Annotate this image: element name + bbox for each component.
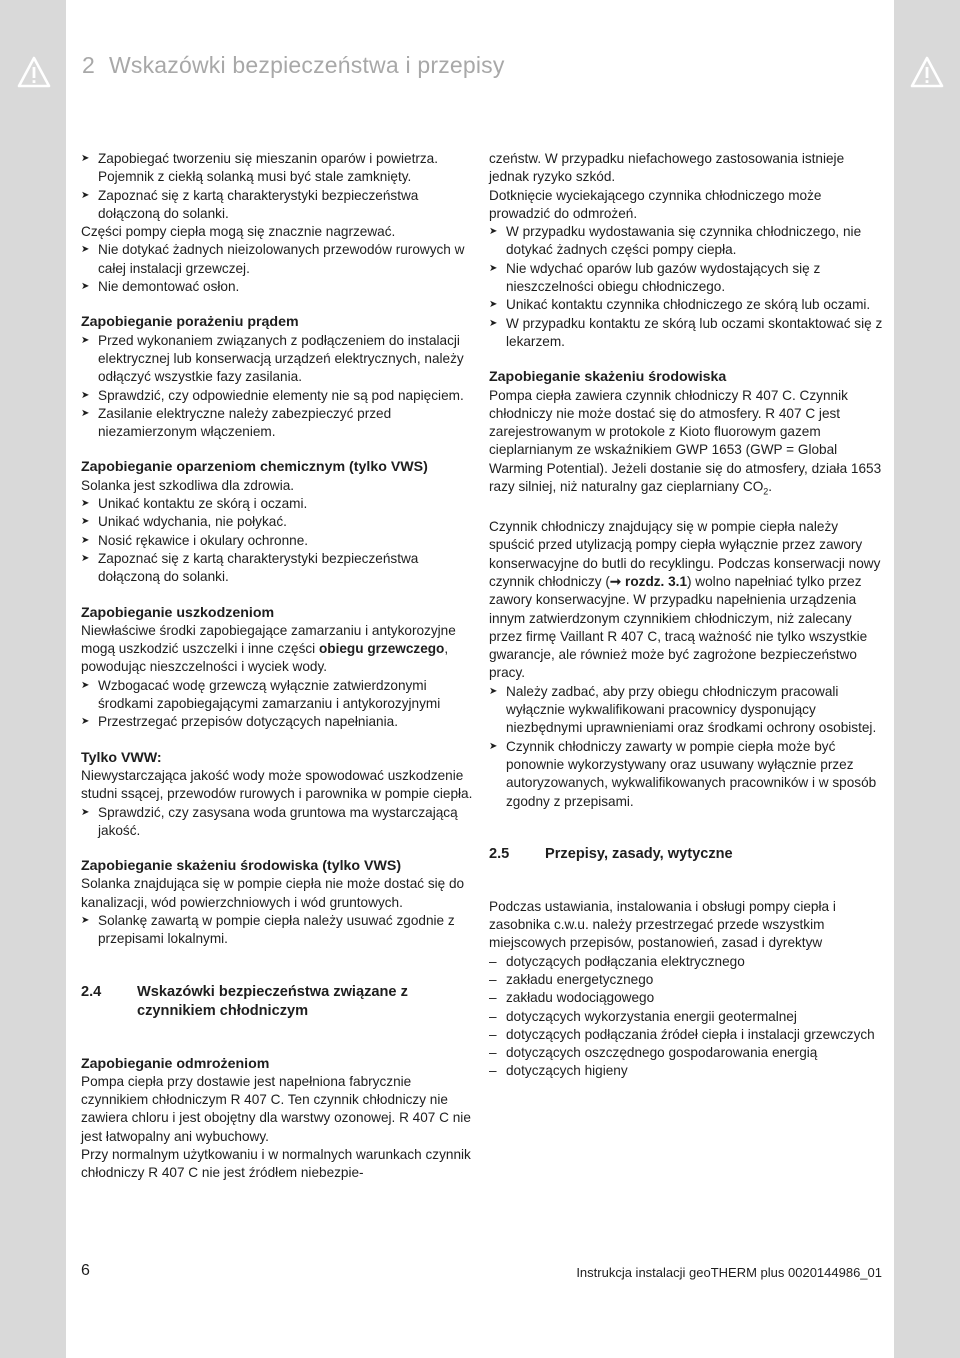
left-margin-bar	[0, 0, 66, 1358]
warning-triangle-icon	[910, 56, 944, 88]
bullet-item: ➤ Należy zadbać, aby przy obiegu chłodniczym pracowali wyłącznie wykwalifikowani pracownicy dysponujący niezbędnymi uprawnieniami oraz środkami ochrony osobistej.	[489, 683, 884, 738]
paragraph	[81, 622, 476, 677]
paragraph	[489, 518, 884, 683]
dash-item: – dotyczących higieny	[489, 1062, 884, 1080]
heading-chemical-burns: Zapobieganie oparzeniom chemicznym (tylko VWS)	[81, 459, 428, 476]
warning-triangle-icon	[17, 56, 51, 88]
heading-environment-vws: Zapobieganie skażeniu środowiska (tylko VWS)	[81, 858, 402, 875]
subscript: 2	[763, 486, 769, 497]
bullet-item: ➤ Unikać kontaktu ze skórą i oczami.	[81, 495, 476, 513]
dash-item: – dotyczących podłączania źródeł ciepła i instalacji grzewczych	[489, 1026, 884, 1044]
heading-electric-shock: Zapobieganie porażeniu prądem	[81, 314, 299, 331]
dash-item: – zakładu wodociągowego	[489, 989, 884, 1007]
dash-item: – zakładu energetycznego	[489, 971, 884, 989]
text-run: Czynnik chłodniczy znajdujący się w pompie ciepła należy spuścić przed utylizacją pompy ciepła wyłącznie przez zawory konserwacyjne do butli do recyklingu. Podczas konserwacji nowy czynnik chłodniczy (	[489, 519, 881, 589]
bullet-item: ➤ Nie wdychać oparów lub gazów wydostających się z nieszczelności obiegu chłodniczego.	[489, 260, 884, 297]
bullet-item: ➤ Zapobiegać tworzeniu się mieszanin oparów i powietrza. Pojemnik z ciekłą solanką musi być stale zamknięty.	[81, 150, 476, 187]
bullet-item: ➤ Zapoznać się z kartą charakterystyki bezpieczeństwa dołączoną do solanki.	[81, 187, 476, 224]
bullet-item: ➤ Sprawdzić, czy zasysana woda gruntowa ma wystarczającą jakość.	[81, 804, 476, 841]
heading-damage: Zapobieganie uszkodzeniom	[81, 604, 275, 621]
text-run: Niewłaściwe środki zapobiegające zamarzaniu i antykorozyjne mogą uszkodzić uszczelki i inne części	[81, 622, 456, 657]
text-run: ) wolno napełniać tylko przez zawory konserwacyjne. W przypadku napełnienia urządzenia innym zatwierdzonym czynnikiem chłodniczym, niż zalecany przez firmę Vaillant R 407 C, tracą ważność nie tylko wszystkie gwarancje, ale również może być zagrożone bezpieczeństwo pracy.	[489, 573, 868, 681]
bullet-item: ➤ W przypadku kontaktu ze skórą lub oczami skontaktować się z lekarzem.	[489, 315, 884, 352]
bullet-item: ➤ Przed wykonaniem związanych z podłączeniem do instalacji elektrycznej lub konserwacją urządzeń elektrycznych, należy odłączyć wszystkie fazy zasilania.	[81, 332, 476, 387]
bullet-item: ➤ Wzbogacać wodę grzewczą wyłącznie zatwierdzonymi środkami zapobiegającymi zamarzaniu i antykorozyjnymi	[81, 677, 476, 714]
dash-item: – dotyczących podłączania elektrycznego	[489, 953, 884, 971]
bold-term: obiegu grzewczego	[318, 641, 445, 657]
footer-document-info: Instrukcja instalacji geoTHERM plus 0020144986_01	[576, 1265, 882, 1280]
bullet-item: ➤ Sprawdzić, czy odpowiednie elementy nie są pod napięciem.	[81, 387, 476, 405]
section-number: 2.5	[489, 845, 510, 862]
text-run: Pompa ciepła zawiera czynnik chłodniczy R 407 C. Czynnik chłodniczy nie może dostać się do atmosfery. R 407 C jest zarejestrowanym w protokole z Kioto fluorowym gazem cieplarnianym ze wskaźnikiem GWP 1653 (GWP = Global Warming Potential). Jeżeli dostanie się do atmosfery, działa 1653 razy silniej, niż naturalny gaz cieplarniany CO	[489, 387, 882, 495]
section-number: 2.4	[81, 983, 102, 1000]
heading-frostbite: Zapobieganie odmrożeniom	[81, 1055, 270, 1072]
right-column	[489, 150, 884, 1081]
text-run: .	[768, 479, 773, 495]
paragraph: Podczas ustawiania, instalowania i obsługi pompy ciepła i zasobnika c.w.u. należy przestrzegać przede wszystkim miejscowych przepisów, postanowień, zasad i dyrektyw	[489, 898, 836, 951]
header-section-title: Wskazówki bezpieczeństwa i przepisy	[109, 52, 505, 78]
paragraph: Solanka znajdująca się w pompie ciepła nie może dostać się do kanalizacji, wód powierzchniowych i wód gruntowych.	[81, 876, 465, 910]
bullet-item: ➤ Unikać wdychania, nie połykać.	[81, 513, 476, 531]
paragraph: czeństw. W przypadku niefachowego zastosowania istnieje jednak ryzyko szkód.	[489, 151, 845, 185]
paragraph: Solanka jest szkodliwa dla zdrowia.	[81, 477, 295, 493]
heading-vww-only: Tylko VWW:	[81, 749, 162, 766]
bullet-item: ➤ Zasilanie elektryczne należy zabezpieczyć przed niezamierzonym włączeniem.	[81, 405, 476, 442]
bullet-item: ➤ Nie demontować osłon.	[81, 278, 476, 296]
page-number: 6	[81, 1262, 90, 1279]
header-section-number: 2	[82, 52, 95, 78]
paragraph: Niewystarczająca jakość wody może spowodować uszkodzenie studni ssącej, przewodów rurowych i parownika w pompie ciepła.	[81, 767, 473, 802]
dash-item: – dotyczących oszczędnego gospodarowania energią	[489, 1044, 884, 1062]
bullet-item: ➤ W przypadku wydostawania się czynnika chłodniczego, nie dotykać żadnych części pompy ciepła.	[489, 223, 884, 260]
paragraph	[489, 387, 884, 502]
bullet-item: ➤ Unikać kontaktu czynnika chłodniczego ze skórą lub oczami.	[489, 296, 884, 314]
paragraph: Części pompy ciepła mogą się znacznie nagrzewać.	[81, 224, 396, 240]
page-header	[82, 52, 505, 79]
left-column	[81, 150, 476, 1183]
bullet-item: ➤ Nosić rękawice i okulary ochronne.	[81, 532, 476, 550]
bullet-item: ➤ Czynnik chłodniczy zawarty w pompie ciepła może być ponownie wykorzystywany oraz usuwany wyłącznie przez autoryzowanych, wykwalifikowanych pracowników i w sposób zgodny z przepisami.	[489, 738, 884, 811]
bullet-item: ➤ Solankę zawartą w pompie ciepła należy usuwać zgodnie z przepisami lokalnymi.	[81, 912, 476, 949]
heading-environment: Zapobieganie skażeniu środowiska	[489, 369, 727, 386]
section-title: Przepisy, zasady, wytyczne	[545, 845, 733, 862]
right-margin-bar	[894, 0, 960, 1358]
bullet-item: ➤ Zapoznać się z kartą charakterystyki bezpieczeństwa dołączoną do solanki.	[81, 550, 476, 587]
paragraph: Pompa ciepła przy dostawie jest napełniona fabrycznie czynnikiem chłodniczym R 407 C. Ten czynnik chłodniczy nie zawiera chloru i jest obojętny dla warstwy ozonowej. R 407 C nie jest łatwopalny ani wybuchowy.	[81, 1073, 471, 1144]
bullet-item: ➤ Nie dotykać żadnych nieizolowanych przewodów rurowych w całej instalacji grzewczej.	[81, 241, 476, 278]
paragraph: Przy normalnym użytkowaniu i w normalnych warunkach czynnik chłodniczy R 407 C nie jest źródłem niebezpie-	[81, 1147, 471, 1181]
text-run: , powodując nieszczelności i wyciek wody.	[81, 641, 449, 675]
paragraph: Dotknięcie wyciekającego czynnika chłodniczego może prowadzić do odmrożeń.	[489, 187, 822, 221]
section-heading-2-4	[81, 983, 476, 1021]
section-title: Wskazówki bezpieczeństwa związane z czynnikiem chłodniczym	[137, 983, 408, 1019]
section-heading-2-5	[489, 845, 884, 864]
bullet-item: ➤ Przestrzegać przepisów dotyczących napełniania.	[81, 713, 476, 731]
dash-item: – dotyczących wykorzystania energii geotermalnej	[489, 1008, 884, 1026]
cross-reference-link[interactable]: ➞ rozdz. 3.1	[609, 573, 687, 589]
